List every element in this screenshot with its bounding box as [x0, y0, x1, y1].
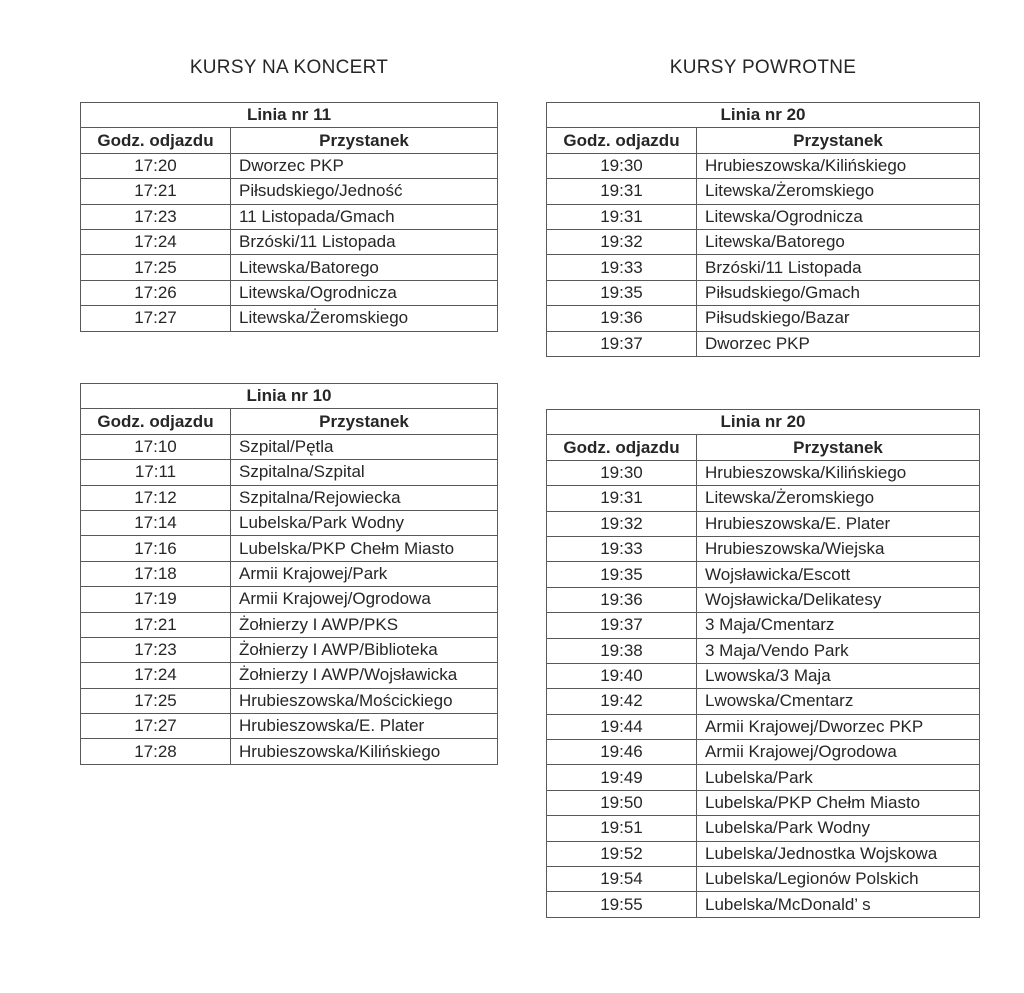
departure-time: 19:52	[547, 841, 697, 866]
stop-name: Armii Krajowej/Ogrodowa	[697, 740, 980, 765]
departure-time: 19:33	[547, 536, 697, 561]
departure-time: 19:33	[547, 255, 697, 280]
table-row	[547, 153, 980, 178]
column-header-stop: Przystanek	[231, 128, 498, 153]
stop-name: Brzóski/11 Listopada	[231, 229, 498, 254]
stop-name: Lubelska/Park	[697, 765, 980, 790]
stop-name: Hrubieszowska/Mościckiego	[231, 688, 498, 713]
stop-name: Dworzec PKP	[231, 153, 498, 178]
table-row	[547, 306, 980, 331]
departure-time: 17:12	[81, 485, 231, 510]
departure-time: 17:27	[81, 306, 231, 331]
departure-time: 19:35	[547, 562, 697, 587]
departure-time: 19:36	[547, 587, 697, 612]
departure-time: 17:28	[81, 739, 231, 764]
departure-time: 17:25	[81, 688, 231, 713]
departure-time: 17:21	[81, 179, 231, 204]
departure-time: 19:36	[547, 306, 697, 331]
stop-name: 3 Maja/Vendo Park	[697, 638, 980, 663]
table-title-row	[81, 384, 498, 409]
stop-name: Litewska/Ogrodnicza	[231, 280, 498, 305]
section-title-kursy-powrotne: KURSY POWROTNE	[669, 57, 857, 78]
table-row	[547, 765, 980, 790]
departure-time: 19:51	[547, 816, 697, 841]
table-title-row	[547, 410, 980, 435]
stop-name: Dworzec PKP	[697, 331, 980, 356]
stop-name: Hrubieszowska/Kilińskiego	[231, 739, 498, 764]
stop-name: Lubelska/PKP Chełm Miasto	[697, 790, 980, 815]
stop-name: Wojsławicka/Delikatesy	[697, 587, 980, 612]
departure-time: 17:24	[81, 663, 231, 688]
table-row	[81, 280, 498, 305]
stop-name: Szpitalna/Rejowiecka	[231, 485, 498, 510]
table-row	[81, 536, 498, 561]
table-header-row	[547, 128, 980, 153]
stop-name: Litewska/Batorego	[697, 229, 980, 254]
departure-time: 19:32	[547, 511, 697, 536]
stop-name: Szpital/Pętla	[231, 434, 498, 459]
table-row	[81, 460, 498, 485]
column-header-departure-time: Godz. odjazdu	[547, 128, 697, 153]
table-row	[547, 280, 980, 305]
departure-time: 17:27	[81, 714, 231, 739]
stop-name: Litewska/Żeromskiego	[697, 486, 980, 511]
stop-name: Piłsudskiego/Bazar	[697, 306, 980, 331]
stop-name: Litewska/Ogrodnicza	[697, 204, 980, 229]
table-row	[81, 637, 498, 662]
table-row	[547, 892, 980, 917]
stop-name: Lubelska/McDonald’ s	[697, 892, 980, 917]
departure-time: 17:11	[81, 460, 231, 485]
stop-name: Lubelska/PKP Chełm Miasto	[231, 536, 498, 561]
table-header-row	[81, 128, 498, 153]
table-row	[547, 663, 980, 688]
table-row	[81, 434, 498, 459]
stop-name: Lwowska/Cmentarz	[697, 689, 980, 714]
section-title-kursy-na-koncert: KURSY NA KONCERT	[189, 57, 389, 78]
table-row	[81, 153, 498, 178]
departure-time: 17:19	[81, 587, 231, 612]
table-row	[547, 255, 980, 280]
table-row	[547, 841, 980, 866]
departure-time: 19:50	[547, 790, 697, 815]
table-row	[547, 536, 980, 561]
table-row	[81, 612, 498, 637]
table-row	[547, 740, 980, 765]
stop-name: Armii Krajowej/Dworzec PKP	[697, 714, 980, 739]
departure-time: 19:37	[547, 613, 697, 638]
table-row	[547, 204, 980, 229]
table-title: Linia nr 10	[81, 384, 498, 409]
departure-time: 19:55	[547, 892, 697, 917]
stop-name: Lubelska/Jednostka Wojskowa	[697, 841, 980, 866]
departure-time: 19:30	[547, 153, 697, 178]
table-row	[547, 867, 980, 892]
departure-time: 19:54	[547, 867, 697, 892]
table-row	[81, 229, 498, 254]
stop-name: 3 Maja/Cmentarz	[697, 613, 980, 638]
departure-time: 19:40	[547, 663, 697, 688]
stop-name: 11 Listopada/Gmach	[231, 204, 498, 229]
departure-time: 19:30	[547, 460, 697, 485]
table-row	[547, 816, 980, 841]
stop-name: Lubelska/Legionów Polskich	[697, 867, 980, 892]
table-row	[81, 561, 498, 586]
column-header-departure-time: Godz. odjazdu	[81, 128, 231, 153]
table-row	[547, 486, 980, 511]
stop-name: Litewska/Żeromskiego	[697, 179, 980, 204]
table-row	[81, 204, 498, 229]
departure-time: 17:20	[81, 153, 231, 178]
stop-name: Lwowska/3 Maja	[697, 663, 980, 688]
timetable-linia-20-second	[546, 409, 980, 918]
table-row	[547, 613, 980, 638]
column-header-stop: Przystanek	[697, 435, 980, 460]
table-title: Linia nr 20	[547, 103, 980, 128]
table-row	[547, 689, 980, 714]
column-header-stop: Przystanek	[697, 128, 980, 153]
departure-time: 17:23	[81, 204, 231, 229]
departure-time: 19:35	[547, 280, 697, 305]
stop-name: Litewska/Żeromskiego	[231, 306, 498, 331]
departure-time: 19:44	[547, 714, 697, 739]
table-header-row	[81, 409, 498, 434]
table-row	[81, 587, 498, 612]
table-title-row	[547, 103, 980, 128]
departure-time: 17:23	[81, 637, 231, 662]
stop-name: Lubelska/Park Wodny	[231, 510, 498, 535]
departure-time: 17:21	[81, 612, 231, 637]
column-header-departure-time: Godz. odjazdu	[81, 409, 231, 434]
stop-name: Żołnierzy I AWP/Biblioteka	[231, 637, 498, 662]
departure-time: 19:42	[547, 689, 697, 714]
table-row	[81, 739, 498, 764]
table-row	[547, 511, 980, 536]
departure-time: 17:25	[81, 255, 231, 280]
table-row	[81, 255, 498, 280]
table-row	[547, 638, 980, 663]
stop-name: Armii Krajowej/Park	[231, 561, 498, 586]
stop-name: Hrubieszowska/Kilińskiego	[697, 153, 980, 178]
table-title: Linia nr 11	[81, 103, 498, 128]
departure-time: 17:10	[81, 434, 231, 459]
table-row	[81, 510, 498, 535]
departure-time: 17:16	[81, 536, 231, 561]
departure-time: 19:49	[547, 765, 697, 790]
table-row	[81, 485, 498, 510]
table-title-row	[81, 103, 498, 128]
stop-name: Brzóski/11 Listopada	[697, 255, 980, 280]
departure-time: 17:18	[81, 561, 231, 586]
stop-name: Piłsudskiego/Gmach	[697, 280, 980, 305]
table-title: Linia nr 20	[547, 410, 980, 435]
departure-time: 17:14	[81, 510, 231, 535]
table-row	[547, 562, 980, 587]
table-row	[81, 714, 498, 739]
departure-time: 19:37	[547, 331, 697, 356]
departure-time: 19:46	[547, 740, 697, 765]
departure-time: 17:26	[81, 280, 231, 305]
timetable-linia-11	[80, 102, 498, 332]
stop-name: Wojsławicka/Escott	[697, 562, 980, 587]
table-row	[81, 663, 498, 688]
stop-name: Hrubieszowska/Kilińskiego	[697, 460, 980, 485]
departure-time: 19:38	[547, 638, 697, 663]
departure-time: 19:32	[547, 229, 697, 254]
stop-name: Armii Krajowej/Ogrodowa	[231, 587, 498, 612]
table-row	[547, 331, 980, 356]
stop-name: Litewska/Batorego	[231, 255, 498, 280]
table-row	[547, 229, 980, 254]
timetable-linia-20-first	[546, 102, 980, 357]
timetable-linia-10	[80, 383, 498, 765]
stop-name: Lubelska/Park Wodny	[697, 816, 980, 841]
table-row	[547, 790, 980, 815]
stop-name: Szpitalna/Szpital	[231, 460, 498, 485]
table-row	[81, 306, 498, 331]
column-header-departure-time: Godz. odjazdu	[547, 435, 697, 460]
table-row	[547, 460, 980, 485]
table-row	[81, 688, 498, 713]
column-header-stop: Przystanek	[231, 409, 498, 434]
table-row	[547, 587, 980, 612]
departure-time: 17:24	[81, 229, 231, 254]
stop-name: Hrubieszowska/Wiejska	[697, 536, 980, 561]
departure-time: 19:31	[547, 179, 697, 204]
stop-name: Piłsudskiego/Jedność	[231, 179, 498, 204]
stop-name: Hrubieszowska/E. Plater	[697, 511, 980, 536]
table-row	[547, 179, 980, 204]
stop-name: Żołnierzy I AWP/PKS	[231, 612, 498, 637]
table-header-row	[547, 435, 980, 460]
departure-time: 19:31	[547, 486, 697, 511]
stop-name: Żołnierzy I AWP/Wojsławicka	[231, 663, 498, 688]
table-row	[547, 714, 980, 739]
stop-name: Hrubieszowska/E. Plater	[231, 714, 498, 739]
table-row	[81, 179, 498, 204]
departure-time: 19:31	[547, 204, 697, 229]
